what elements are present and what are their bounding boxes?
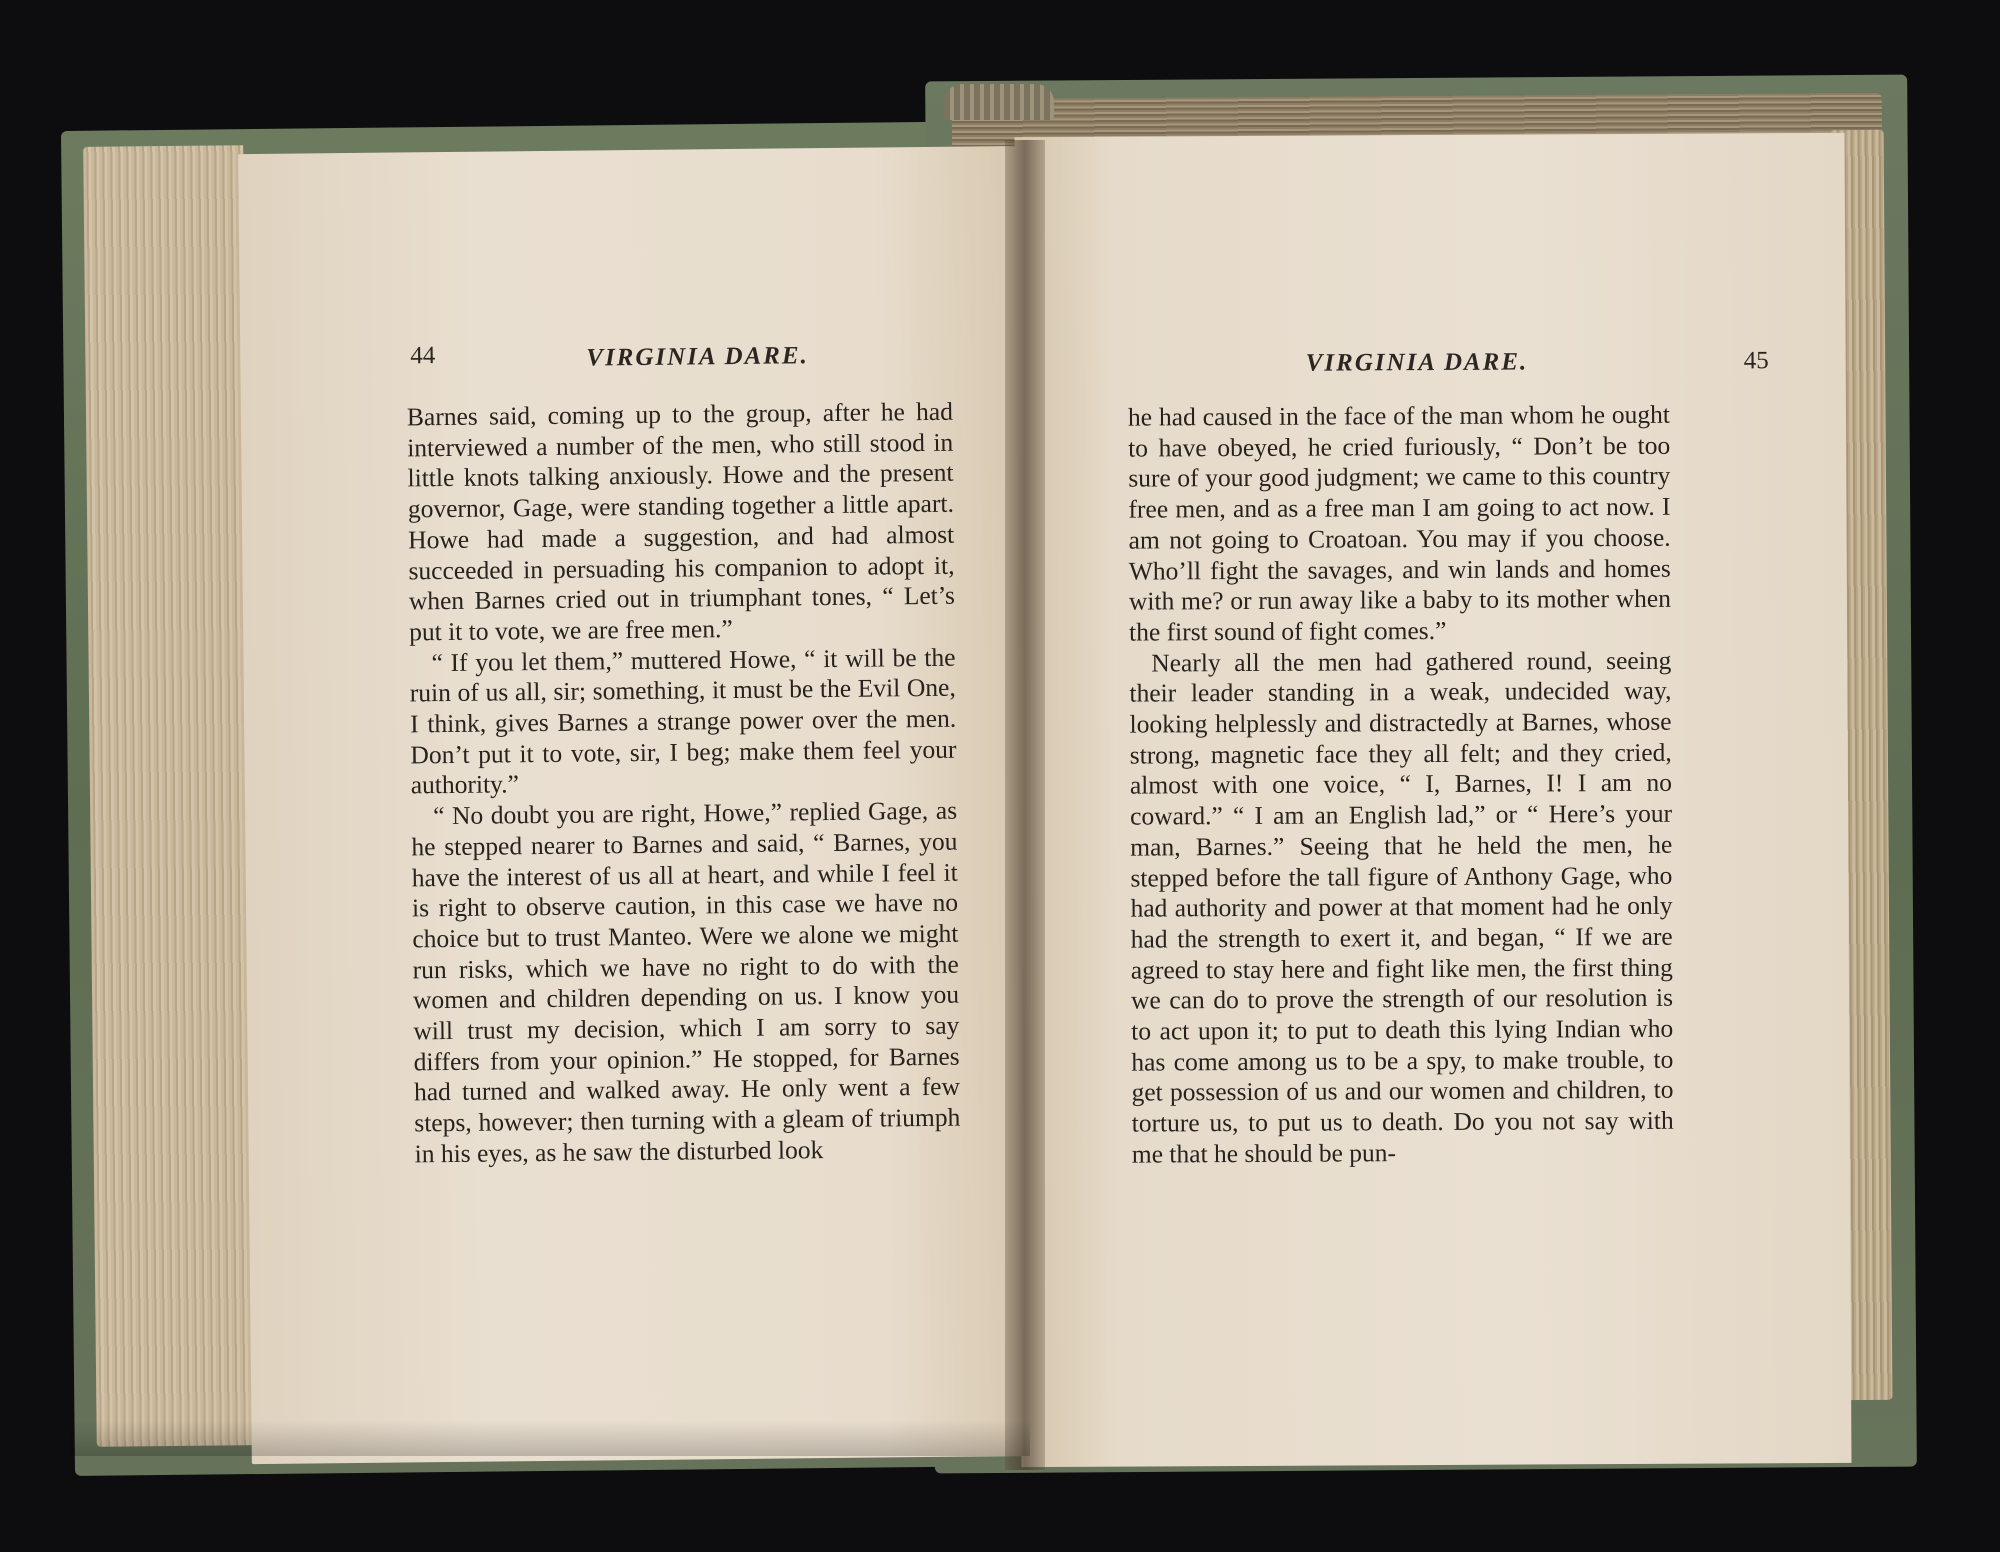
running-head: VIRGINIA DARE.	[1305, 348, 1529, 377]
paragraph: Barnes said, coming up to the group, after he had interviewed a number of the men, who still stood in little knots talking anxiously. Howe and the present governor, Gage, were standing together a little apart. Howe had made a suggestion, and had almost succeeded in persuading his companion to adopt it, when Barnes cried out in triumphant tones, “ Let’s put it to vote, we are free men.”	[406, 396, 955, 647]
paragraph: “ If you let them,” muttered Howe, “ it will be the ruin of us all, sir; something, it must be the Evil One, I think, gives Barnes a strange power over the men. Don’t put it to vote, sir, I beg; make them feel your authority.”	[409, 642, 957, 800]
page-body	[1128, 400, 1674, 1170]
running-head: VIRGINIA DARE.	[586, 342, 809, 372]
paragraph: he had caused in the face of the man whom he ought to have obeyed, he cried furiously, “ Don’t be too sure of your good judgment; we came to this country free men, and as a free man I am going to act now. I am not going to Croatoan. You may if you choose. Who’ll fight the savages, and win lands and homes with me? or run away like a baby to its mother when the first sound of fight comes.”	[1127, 399, 1672, 647]
page-number: 45	[1743, 347, 1769, 375]
page-edges-left	[83, 145, 257, 1447]
left-page	[238, 146, 1042, 1464]
book-spine-headband	[944, 84, 1054, 120]
page-body	[407, 397, 961, 1170]
book-gutter	[1005, 140, 1045, 1470]
paragraph: “ No doubt you are right, Howe,” replied Gage, as he stepped nearer to Barnes and said, “ Barnes, you have the interest of us all at heart, and while I feel it is right to observe caution, in this case we have no choice but to trust Manteo. Were we alone we might run risks, which we have no right to do with the women and children depending on us. I know you will trust my decision, which I am sorry to say differs from your opinion.” He stopped, for Barnes had turned and walked away. He only went a few steps, however; then turning with a gleam of triumph in his eyes, as he saw the disturbed look	[411, 795, 961, 1169]
page-shadow	[70, 1420, 1030, 1456]
right-page	[1015, 133, 1852, 1467]
paragraph: Nearly all the men had gathered round, seeing their leader standing in a weak, undecided way, looking helplessly and distractedly at Barnes, whose strong, magnetic face they all felt; and they cried, almost with one voice, “ I, Barnes, I! I am no coward.” “ I am an English lad,” or “ Here’s your man, Barnes.” Seeing that he held the men, he stepped before the tall figure of Anthony Gage, who had authority and power at that moment had he only had the strength to exert it, and began, “ If we are agreed to stay here and fight like men, the first thing we can do to prove the strength of our resolution is to act upon it; to put to death this lying Indian who has come among us to be a spy, to make trouble, to get possession of us and our women and children, to torture us, to put us to death. Do you not say with me that he should be pun-	[1129, 645, 1674, 1169]
page-number: 44	[410, 342, 436, 370]
